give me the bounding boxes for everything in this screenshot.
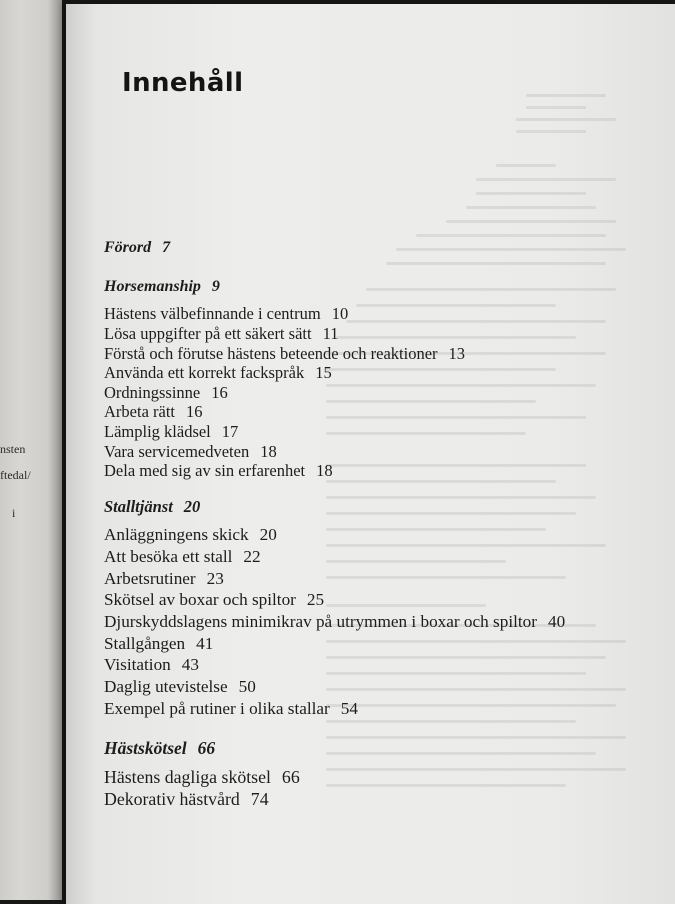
toc-page-number: 74 xyxy=(250,789,269,809)
toc-entry xyxy=(104,365,332,382)
left-page-fragment: ftedal/ xyxy=(0,468,31,482)
toc-entry xyxy=(104,326,338,343)
toc-entry xyxy=(104,385,228,402)
toc-section-forord xyxy=(104,240,170,256)
toc-section-horsemanship xyxy=(104,279,220,295)
toc-entry-title: Arbeta rätt xyxy=(104,402,176,421)
toc-entry-title: Hästens dagliga skötsel xyxy=(104,767,271,787)
toc-page-number: 16 xyxy=(186,402,203,421)
toc-entry xyxy=(104,570,224,587)
toc-page-number: 9 xyxy=(211,278,220,295)
toc-page-number: 17 xyxy=(221,422,239,441)
toc-section-stalltjanst xyxy=(104,499,200,516)
toc-entry xyxy=(104,404,203,421)
toc-section-label: Förord xyxy=(104,239,152,256)
toc-page-number: 20 xyxy=(183,497,201,516)
toc-entry-title: Exempel på rutiner i olika stallar xyxy=(104,699,330,718)
toc-page-number: 23 xyxy=(206,569,224,588)
toc-entry-title: Lämplig klädsel xyxy=(104,422,211,441)
toc-entry-title: Förstå och förutse hästens beteende och reaktioner xyxy=(104,344,438,363)
toc-page-number: 20 xyxy=(259,525,277,544)
toc-section-hastskotsel xyxy=(104,740,215,758)
left-page-fragment: nsten xyxy=(0,442,26,456)
left-page-edge xyxy=(0,0,62,900)
toc-entry xyxy=(104,613,565,630)
toc-section-label: Hästskötsel xyxy=(104,738,187,758)
toc-page-number: 66 xyxy=(197,738,216,758)
toc-page-number: 41 xyxy=(196,634,214,653)
toc-entry-title: Hästens välbefinnande i centrum xyxy=(104,304,321,323)
toc-entry-title: Arbetsrutiner xyxy=(104,569,196,588)
toc-entry xyxy=(104,656,199,673)
show-through-text xyxy=(326,84,646,824)
left-page-fragment: i xyxy=(12,506,16,520)
toc-page-number: 18 xyxy=(316,461,333,480)
toc-page-number: 50 xyxy=(238,677,256,696)
toc-page-number: 43 xyxy=(181,655,199,674)
toc-entry-title: Skötsel av boxar och spiltor xyxy=(104,590,296,609)
toc-entry-title: Använda ett korrekt fackspråk xyxy=(104,363,305,382)
toc-entry xyxy=(104,463,333,480)
toc-entry xyxy=(104,791,269,809)
toc-page-number: 10 xyxy=(331,304,349,323)
toc-entry xyxy=(104,700,358,717)
toc-entry-title: Ordningssinne xyxy=(104,383,201,402)
toc-section-label: Stalltjänst xyxy=(104,497,173,516)
toc-page-number: 18 xyxy=(260,442,277,461)
toc-page-number: 25 xyxy=(306,590,325,609)
toc-page-number: 11 xyxy=(322,324,339,343)
toc-entry-title: Stallgången xyxy=(104,634,186,653)
toc-page-number: 15 xyxy=(315,363,332,382)
toc-page-number: 22 xyxy=(243,547,261,566)
toc-entry xyxy=(104,591,324,608)
toc-entry xyxy=(104,769,300,787)
toc-entry xyxy=(104,678,256,695)
toc-entry-title: Att besöka ett stall xyxy=(104,547,233,566)
toc-entry-title: Visitation xyxy=(104,655,171,674)
toc-entry-title: Dekorativ hästvård xyxy=(104,789,240,809)
toc-entry xyxy=(104,635,213,652)
toc-entry-title: Vara servicemedveten xyxy=(104,442,250,461)
toc-entry xyxy=(104,346,465,363)
toc-entry xyxy=(104,424,238,441)
toc-page-number: 7 xyxy=(162,239,171,256)
toc-entry-title: Anläggningens skick xyxy=(104,525,249,544)
toc-page-number: 16 xyxy=(211,383,228,402)
toc-entry xyxy=(104,526,277,543)
toc-entry xyxy=(104,306,348,323)
toc-entry-title: Dela med sig av sin erfarenhet xyxy=(104,461,306,480)
contents-page xyxy=(66,4,675,904)
toc-entry-title: Daglig utevistelse xyxy=(104,677,228,696)
toc-entry-title: Djurskyddslagens minimikrav på utrymmen i boxar och spiltor xyxy=(104,612,537,631)
toc-entry-title: Lösa uppgifter på ett säkert sätt xyxy=(104,324,312,343)
toc-entry xyxy=(104,548,261,565)
toc-page-number: 13 xyxy=(448,344,466,363)
toc-page-number: 54 xyxy=(340,699,358,718)
toc-section-label: Horsemanship xyxy=(104,278,201,295)
toc-page-number: 66 xyxy=(281,767,300,787)
toc-page-number: 40 xyxy=(547,612,566,631)
page-title: Innehåll xyxy=(122,68,244,98)
toc-entry xyxy=(104,444,277,461)
book-spine-shadow xyxy=(48,0,62,900)
